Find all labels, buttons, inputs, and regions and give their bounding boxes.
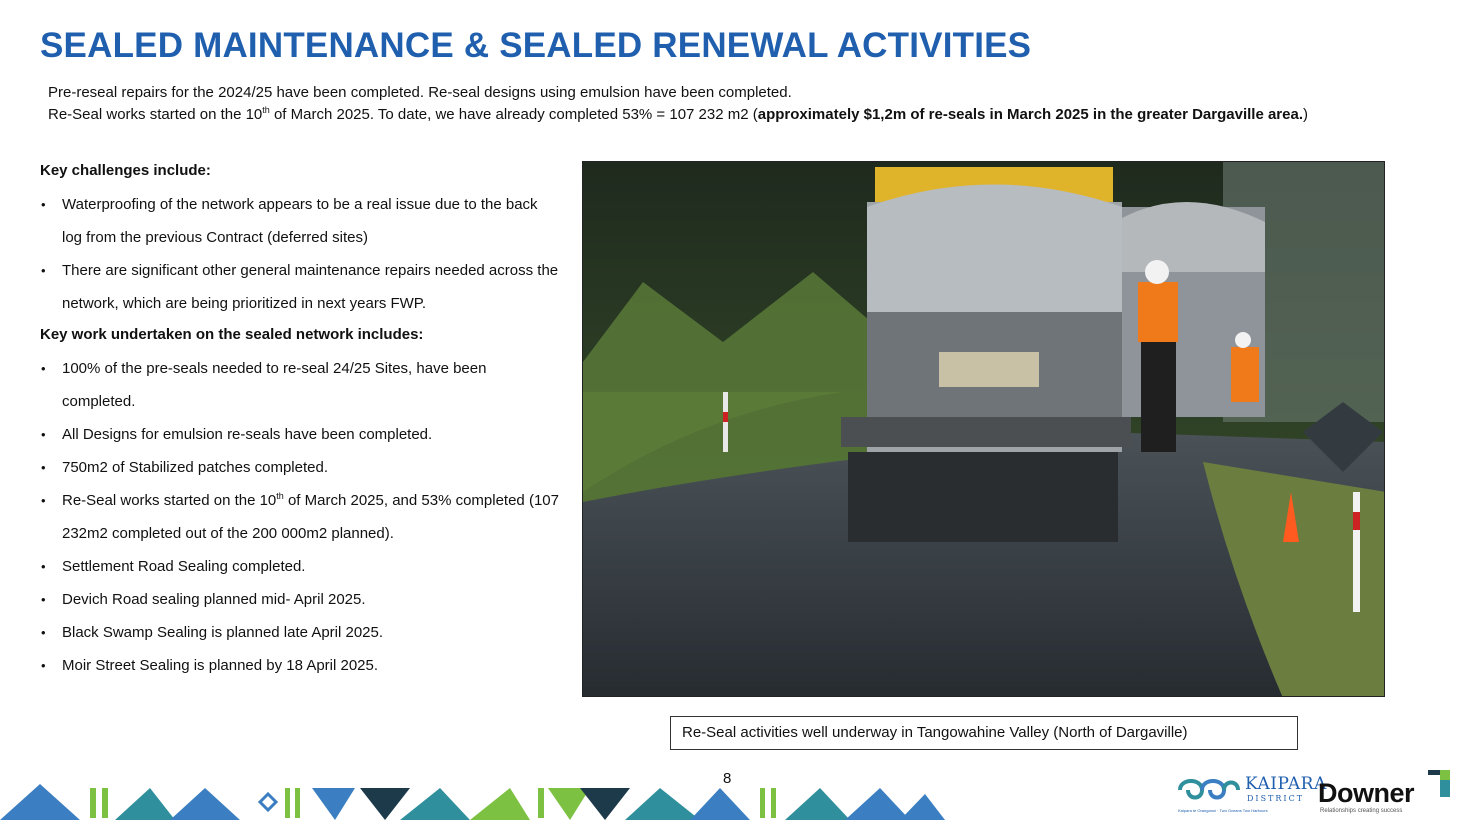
intro-text <box>48 82 1398 126</box>
intro-superscript: th <box>262 105 270 115</box>
kaipara-logo-icon <box>1176 772 1242 808</box>
list-item: • All Designs for emulsion re-seals have been completed. <box>40 418 560 451</box>
list-item: • Moir Street Sealing is planned by 18 April 2025. <box>40 649 560 682</box>
list-item: • Black Swamp Sealing is planned late April 2025. <box>40 616 560 649</box>
intro-line-1: Pre-reseal repairs for the 2024/25 have been completed. Re-seal designs using emulsion have been completed. <box>48 84 792 101</box>
page-number: 8 <box>723 770 732 787</box>
list-item: • 750m2 of Stabilized patches completed. <box>40 451 560 484</box>
list-item: • Settlement Road Sealing completed. <box>40 550 560 583</box>
downer-logo-icon <box>1428 770 1452 804</box>
intro-line-2-end: ) <box>1303 106 1309 123</box>
work-heading: Key work undertaken on the sealed network includes: <box>40 326 424 343</box>
reseal-photo <box>582 161 1385 697</box>
intro-bold-note: approximately $1,2m of re-seals in March 2025 in the greater Dargaville area. <box>757 106 1304 123</box>
decorative-pattern-band <box>0 784 960 820</box>
kaipara-wordmark: KAIPARA <box>1245 774 1327 794</box>
downer-tagline: Relationships creating success <box>1320 808 1403 814</box>
list-item-superscript: th <box>276 491 284 501</box>
list-item-end: of March 2025, and 53% completed (107 232m2 completed out of the 200 000m2 planned). <box>62 492 559 542</box>
work-list <box>40 352 560 682</box>
intro-line-2-start: Re-Seal works started on the 10 <box>48 106 263 123</box>
list-item: • Waterproofing of the network appears to be a real issue due to the back log from the previous Contract (deferred sites) <box>40 188 560 254</box>
list-item: • 100% of the pre-seals needed to re-seal 24/25 Sites, have been completed. <box>40 352 560 418</box>
downer-wordmark: Downer <box>1318 778 1415 808</box>
challenges-heading: Key challenges include: <box>40 162 211 179</box>
reseal-scene-illustration <box>583 162 1385 697</box>
activities-column <box>40 158 560 682</box>
kaipara-subtitle: DISTRICT <box>1247 794 1305 803</box>
list-item: • There are significant other general maintenance repairs needed across the network, which are being prioritized in next years FWP. <box>40 254 560 320</box>
list-item <box>40 484 560 550</box>
list-item: • Devich Road sealing planned mid- April 2025. <box>40 583 560 616</box>
intro-line-2 <box>48 104 1398 126</box>
kaipara-tagline: Kaipara te Oranganui · Two Oceans Two Harbours <box>1178 808 1268 813</box>
list-item-start: Re-Seal works started on the 10 <box>62 492 277 509</box>
page-title: SEALED MAINTENANCE & SEALED RENEWAL ACTIVITIES <box>40 26 1032 65</box>
photo-caption: Re-Seal activities well underway in Tangowahine Valley (North of Dargaville) <box>670 716 1298 750</box>
challenges-list <box>40 188 560 320</box>
intro-line-2-middle: of March 2025. To date, we have already completed 53% = 107 232 m2 ( <box>269 106 758 123</box>
